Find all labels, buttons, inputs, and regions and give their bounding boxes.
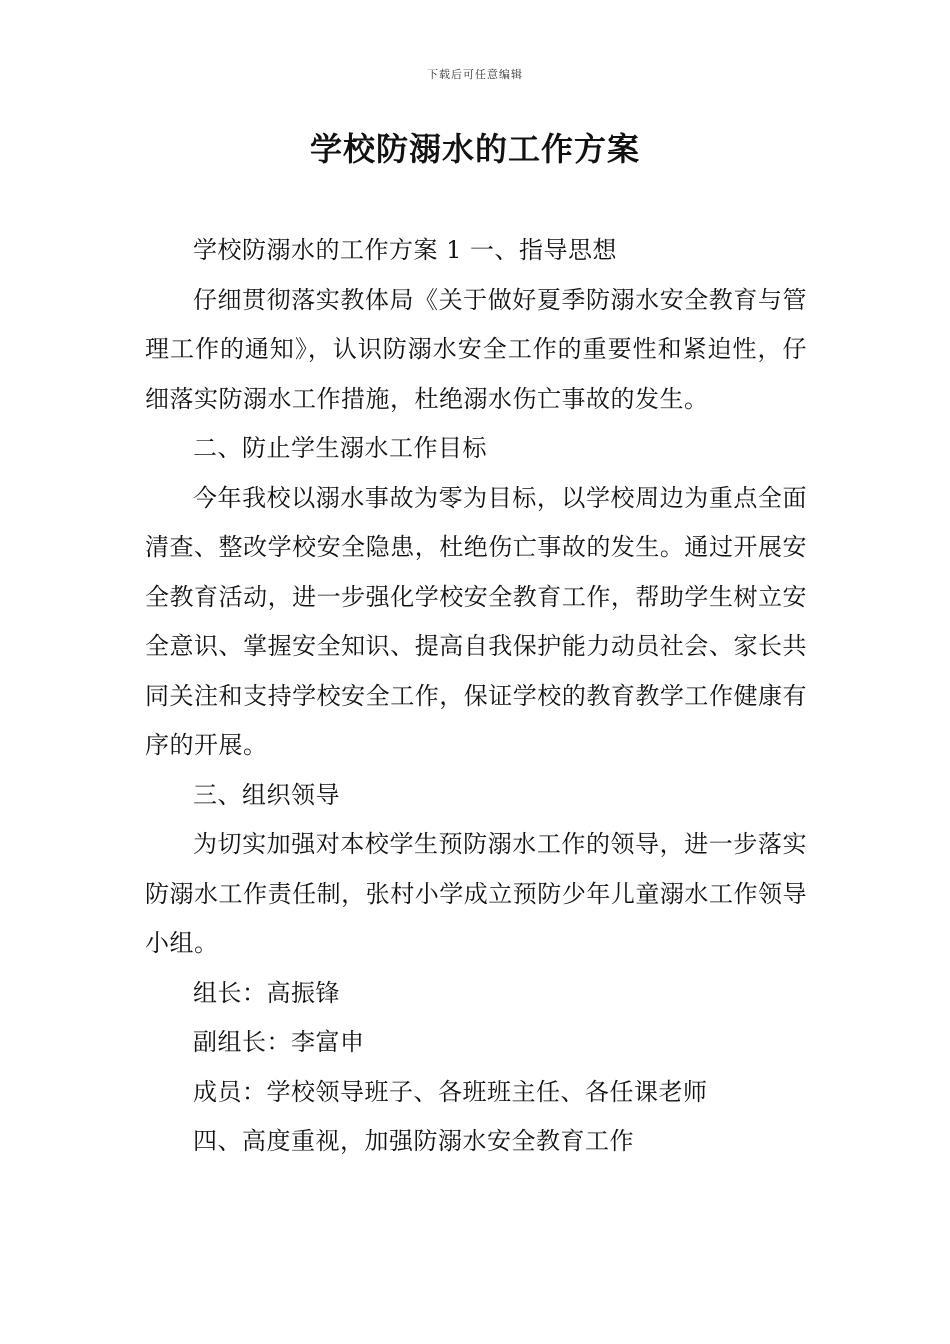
paragraph-organization: 为切实加强对本校学生预防溺水工作的领导，进一步落实防溺水工作责任制，张村小学成立预防少年儿童溺水工作领导小组。	[145, 830, 807, 957]
header-note: 下载后可任意编辑	[427, 68, 523, 81]
paragraph-leader: 组长：高振锋	[193, 978, 340, 1007]
document-title: 学校防溺水的工作方案	[309, 130, 640, 168]
paragraph-organization-heading: 三、组织领导	[193, 780, 340, 809]
paragraph-members: 成员：学校领导班子、各班班主任、各任课老师	[193, 1077, 708, 1106]
document-body	[145, 226, 807, 1167]
paragraph-goal-heading: 二、防止学生溺水工作目标	[193, 434, 487, 462]
paragraph-goal: 今年我校以溺水事故为零为目标，以学校周边为重点全面清查、整改学校安全隐患，杜绝伤亡事故的发生。通过开展安全教育活动，进一步强化学校安全教育工作，帮助学生树立安全意识、掌握安全知识、提高自我保护能力动员社会、家长共同关注和支持学校安全工作，保证学校的教育教学工作健康有序的开展。	[145, 483, 807, 759]
paragraph-guiding-thought: 仔细贯彻落实教体局《关于做好夏季防溺水安全教育与管理工作的通知》，认识防溺水安全工作的重要性和紧迫性，仔细落实防溺水工作措施，杜绝溺水伤亡事故的发生。	[145, 285, 807, 413]
paragraph-deputy-leader: 副组长：李富申	[193, 1028, 365, 1056]
paragraph-intro-heading: 学校防溺水的工作方案 1 一、指导思想	[193, 236, 618, 264]
paragraph-section-four-heading: 四、高度重视，加强防溺水安全教育工作	[193, 1127, 634, 1155]
